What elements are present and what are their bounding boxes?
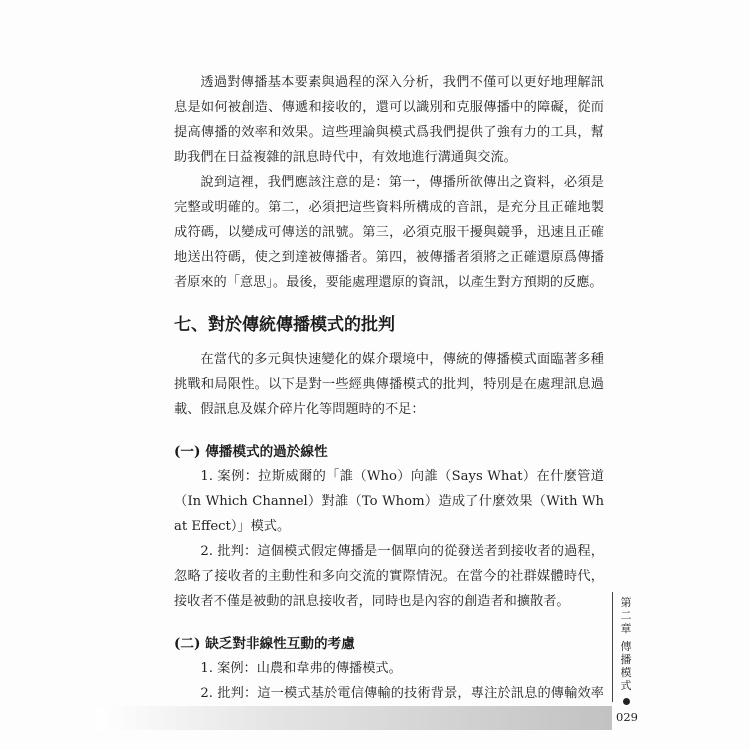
body-text-column — [174, 70, 604, 731]
case-text-2: 1. 案例：山農和韋弗的傳播模式。 — [200, 661, 402, 676]
section-heading: 七、對於傳統傳播模式的批判 — [174, 315, 395, 335]
subsection-heading-2: (二) 缺乏對非線性互動的考慮 — [174, 636, 355, 652]
paragraph: 說到這裡，我們應該注意的是：第一，傳播所欲傳出之資料，必須是完整或明確的。第二，必須把這些資料所構成的音訊，是充分且正確地製成符碼，以變成可傳送的訊號。第三，必須克服干擾與競爭，迅速且正確地送出符碼，使之到達被傳播者。第四，被傳播者須將之正確還原爲傳播者原來的「意思」。最後，要能處理還原的資訊，以產生對方預期的反應。 — [174, 175, 604, 290]
critique-text-2: 2. 批判：這一模式基於電信傳輸的技術背景，專注於訊息的傳輸效率 — [200, 686, 604, 701]
subsection-heading-1: (一) 傳播模式的過於線性 — [174, 444, 328, 460]
case-text-1: 1. 案例：拉斯威爾的「誰（Who）向誰（Says What）在什麼管道（In Which Channel）對誰（To Whom）造成了什麼效果（With What Effect）」模式。 — [174, 469, 604, 534]
critique-text-1: 2. 批判：這個模式假定傳播是一個單向的從發送者到接收者的過程，忽略了接收者的主動性和多向交流的實際情況。在當今的社群媒體時代，接收者不僅是被動的訊息接收者，同時也是內容的創造者和擴散者。 — [174, 544, 604, 609]
bullet-dot-icon — [623, 698, 630, 705]
chapter-title: 傳播模式 — [620, 640, 632, 692]
paragraph: 透過對傳播基本要素與過程的深入分析，我們不僅可以更好地理解訊息是如何被創造、傳遞和接收的，還可以識別和克服傳播中的障礙，從而提高傳播的效率和效果。這些理論與模式爲我們提供了強有力的工具，幫助我們在日益複雜的訊息時代中，有效地進行溝通與交流。 — [174, 75, 604, 165]
chapter-label: 第二章 — [620, 596, 632, 635]
section-intro: 在當代的多元與快速變化的媒介環境中，傳統的傳播模式面臨著多種挑戰和局限性。以下是對一些經典傳播模式的批判，特別是在處理訊息過載、假訊息及媒介碎片化等問題時的不足： — [174, 352, 604, 417]
footer-gradient-band — [96, 706, 612, 730]
page-number: 029 — [616, 710, 638, 724]
